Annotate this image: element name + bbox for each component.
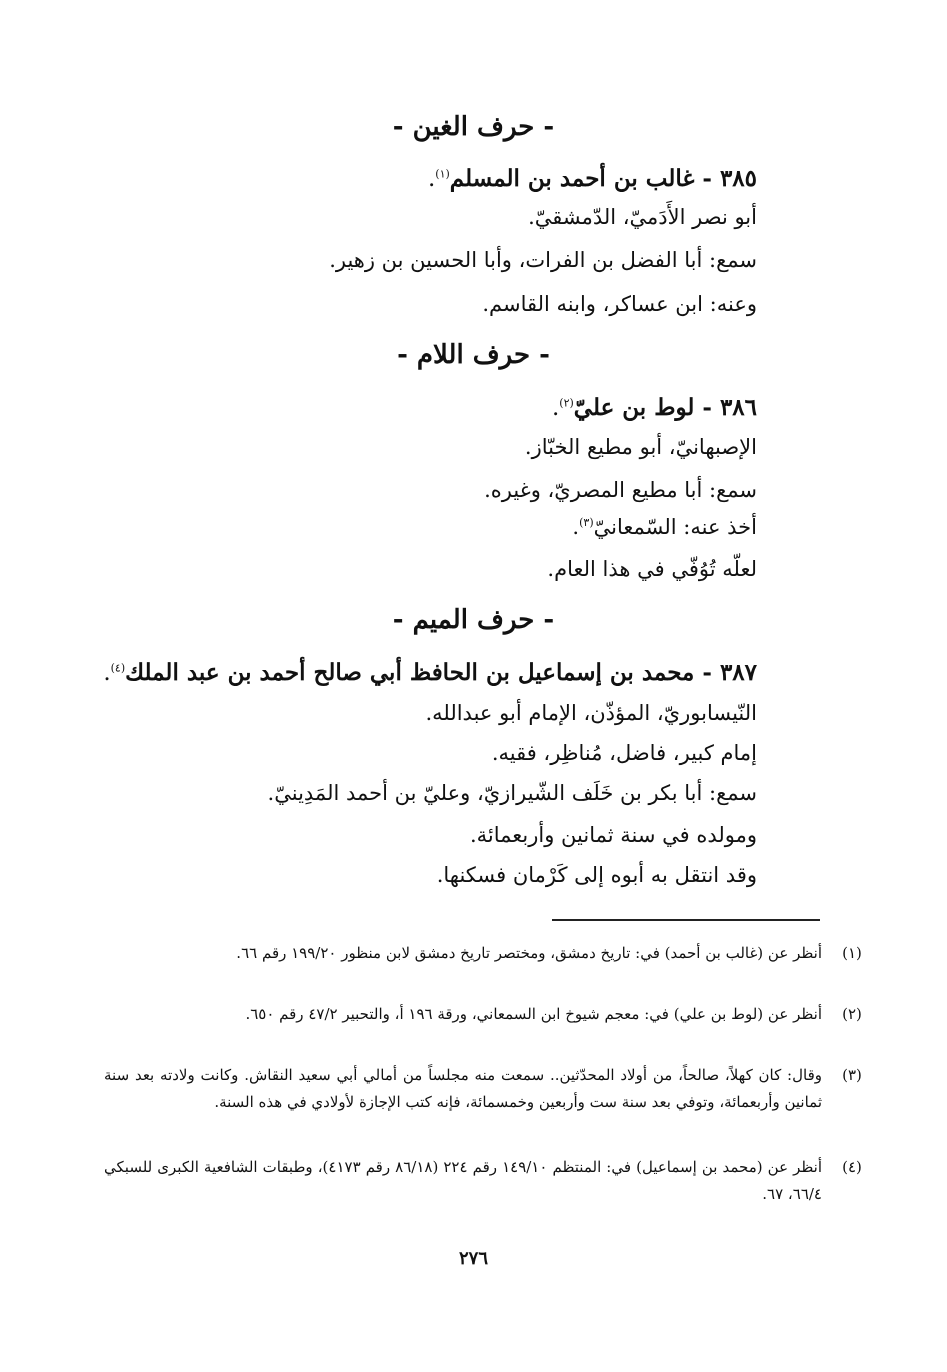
entry-386-line: لعلّه تُوُفّي في هذا العام. xyxy=(547,557,757,581)
entry-number: ٣٨٦ xyxy=(719,394,757,421)
footnote-ref[interactable]: (٢) xyxy=(559,396,574,410)
section-title-mim: - حرف الميم - xyxy=(392,605,555,635)
entry-name: لوط بن عليّ xyxy=(573,394,695,421)
section-title-ghain: - حرف الغين - xyxy=(392,112,555,142)
footnote-number: (١) xyxy=(842,944,862,962)
footnote-ref[interactable]: (٣) xyxy=(579,516,594,529)
entry-number: ٣٨٥ xyxy=(719,165,757,192)
footnote-4 xyxy=(104,1154,862,1208)
footnote-text: أنظر عن (غالب بن أحمد) في: تاريخ دمشق، ومختصر تاريخ دمشق لابن منظور ١٩٩/٢٠ رقم ٦٦. xyxy=(236,944,822,962)
entry-end: . xyxy=(551,395,560,421)
entry-386-line-text: أخذ عنه: السّمعانيّ xyxy=(593,515,757,539)
entry-386-line xyxy=(100,510,757,544)
entry-387-line: ومولده في سنة ثمانين وأربعمائة. xyxy=(469,823,757,847)
entry-number: ٣٨٧ xyxy=(719,659,757,686)
entry-385-heading xyxy=(100,162,757,196)
entry-386-heading xyxy=(100,391,757,425)
entry-name: محمد بن إسماعيل بن الحافظ أبي صالح أحمد بن عبد الملك xyxy=(125,659,695,686)
entry-386-line: سمع: أبا مطيع المصريّ، وغيره. xyxy=(484,478,757,502)
entry-387-line: إمام كبير، فاضل، مُناظِر، فقيه. xyxy=(491,741,757,765)
footnote-ref[interactable]: (١) xyxy=(435,167,450,181)
entry-end: . xyxy=(427,166,436,192)
footnote-number: (٢) xyxy=(842,1005,862,1023)
footnote-text: أنظر عن (محمد بن إسماعيل) في: المنتظم ١٤٩/١٠ رقم ٢٢٤ (٨٦/١٨ رقم ٤١٧٣)، وطبقات الشافعية الكبرى للسبكي ٦٦/٤، ٦٧. xyxy=(104,1158,823,1203)
footnote-3 xyxy=(104,1062,862,1116)
entry-end: . xyxy=(103,660,111,686)
entry-end: . xyxy=(572,515,580,539)
entry-387-heading xyxy=(100,656,757,690)
footnote-2 xyxy=(104,1001,862,1028)
entry-387-line: النّيسابوريّ، المؤذّن، الإمام أبو عبدالله. xyxy=(425,701,757,725)
footnote-1 xyxy=(104,940,862,967)
entry-385-line: أبو نصر الأَدَميّ، الدّمشقيّ. xyxy=(528,205,757,229)
entry-385-line: وعنه: ابن عساكر، وابنه القاسم. xyxy=(482,292,757,316)
page-number: ٢٧٦ xyxy=(458,1248,488,1269)
entry-separator: - xyxy=(694,659,720,686)
footnote-text: أنظر عن (لوط بن علي) في: معجم شيوخ ابن السمعاني، ورقة ١٩٦ أ، والتحبير ٤٧/٢ رقم ٦٥٠. xyxy=(245,1005,822,1023)
entry-separator: - xyxy=(694,394,720,421)
footnote-number: (٣) xyxy=(842,1066,862,1084)
footnote-divider xyxy=(552,919,820,921)
entry-387-line: وقد انتقل به أبوه إلى كَرْمان فسكنها. xyxy=(436,863,757,887)
entry-387-line: سمع: أبا بكر بن خَلَف الشّيرازيّ، وعليّ بن أحمد المَدِينيّ. xyxy=(267,781,757,805)
entry-separator: - xyxy=(694,165,720,192)
footnote-number: (٤) xyxy=(842,1158,862,1176)
section-title-lam: - حرف اللام - xyxy=(397,340,550,370)
footnote-text: وقال: كان كهلاً، صالحاً، من أولاد المحدّثين.. سمعت منه مجلساً من أمالي أبي سعيد النقاش. وكانت ولادته بعد سنة ثمانين وأربعمائة، وتوفي بعد سنة ست وأربعين وخمسمائة، فإنه كتب الإجازة لأولادي في هذه السنة. xyxy=(104,1066,822,1111)
entry-385-line: سمع: أبا الفضل بن الفرات، وأبا الحسين بن زهير. xyxy=(329,248,757,272)
footnote-ref[interactable]: (٤) xyxy=(110,661,126,675)
entry-386-line: الإصبهانيّ، أبو مطيع الخبّاز. xyxy=(524,435,757,459)
entry-name: غالب بن أحمد بن المسلم xyxy=(449,165,695,192)
